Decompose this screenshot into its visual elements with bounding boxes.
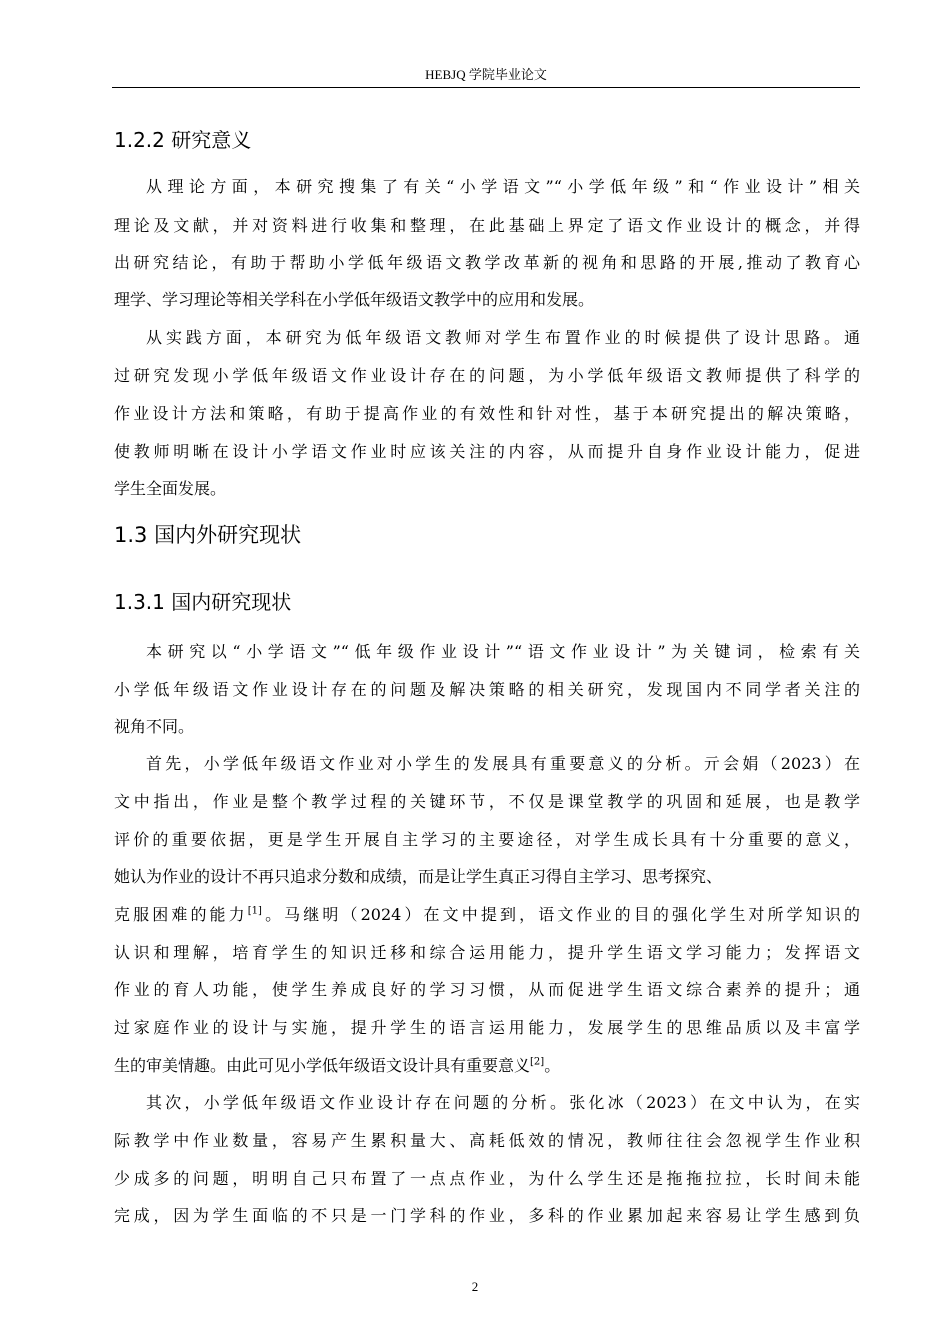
paragraph-line: 际教学中作业数量，容易产生累积量大、高耗低效的情况，教师往往会忽视学生作业积 xyxy=(114,1131,860,1150)
paragraph-line xyxy=(114,1054,860,1078)
citation-ref: [2] xyxy=(530,1056,545,1068)
paragraph-line: 小学低年级语文作业设计存在的问题及解决策略的相关研究，发现国内不同学者关注的 xyxy=(114,680,860,699)
line-text: 生的审美情趣。由此可见小学低年级语文设计具有重要意义 xyxy=(114,1056,531,1075)
paragraph-line: 过研究发现小学低年级语文作业设计存在的问题，为小学低年级语文教师提供了科学的 xyxy=(114,366,860,385)
paragraph-line xyxy=(114,903,860,927)
line-text: 。马继明（2024）在文中提到，语文作业的目的强化学生对所学知识的 xyxy=(261,905,860,924)
paragraph-line: 作业的育人功能，使学生养成良好的学习习惯，从而促进学生语文综合素养的提升；通 xyxy=(114,980,860,999)
paragraph-line: 她认为作业的设计不再只追求分数和成绩，而是让学生真正习得自主学习、思考探究、 xyxy=(114,867,723,886)
paragraph-line: 评价的重要依据，更是学生开展自主学习的主要途径，对学生成长具有十分重要的意义， xyxy=(114,830,860,849)
page-number: 2 xyxy=(471,1279,479,1294)
paragraph-line: 首先，小学低年级语文作业对小学生的发展具有重要意义的分析。亓会娟（2023）在 xyxy=(146,754,860,773)
section-heading-1-2-2: 1.2.2 研究意义 xyxy=(114,128,252,152)
paragraph-line: 少成多的问题，明明自己只布置了一点点作业，为什么学生还是拖拖拉拉，长时间未能 xyxy=(114,1169,860,1188)
paragraph-line: 出研究结论，有助于帮助小学低年级语文教学改革新的视角和思路的开展,推动了教育心 xyxy=(114,253,860,272)
paragraph-line: 从实践方面，本研究为低年级语文教师对学生布置作业的时候提供了设计思路。通 xyxy=(146,328,860,347)
paragraph-line: 理论及文献，并对资料进行收集和整理，在此基础上界定了语文作业设计的概念，并得 xyxy=(114,216,860,235)
paragraph-line: 本研究以“小学语文”“低年级作业设计”“语文作业设计”为关键词，检索有关 xyxy=(146,642,860,661)
paragraph-line: 作业设计方法和策略，有助于提高作业的有效性和针对性，基于本研究提出的解决策略， xyxy=(114,404,860,423)
paragraph-line: 完成，因为学生面临的不只是一门学科的作业，多科的作业累加起来容易让学生感到负 xyxy=(114,1206,860,1225)
paragraph-line: 使教师明晰在设计小学语文作业时应该关注的内容，从而提升自身作业设计能力，促进 xyxy=(114,442,860,461)
section-heading-1-3-1: 1.3.1 国内研究现状 xyxy=(114,590,292,614)
section-heading-1-3: 1.3 国内外研究现状 xyxy=(114,523,302,547)
paragraph-line: 学生全面发展。 xyxy=(114,479,227,498)
line-text: 。 xyxy=(544,1056,561,1075)
running-header: HEBJQ 学院毕业论文 xyxy=(425,67,547,82)
paragraph-line: 过家庭作业的设计与实施，提升学生的语言运用能力，发展学生的思维品质以及丰富学 xyxy=(114,1018,860,1037)
paragraph-line: 其次，小学低年级语文作业设计存在问题的分析。张化冰（2023）在文中认为，在实 xyxy=(146,1093,860,1112)
paragraph-line: 视角不同。 xyxy=(114,717,195,736)
citation-ref: [1] xyxy=(247,905,262,917)
header-rule xyxy=(112,87,860,88)
line-text: 克服困难的能力 xyxy=(114,905,248,924)
paragraph-line: 理学、学习理论等相关学科在小学低年级语文教学中的应用和发展。 xyxy=(114,290,595,309)
paragraph-line: 文中指出，作业是整个教学过程的关键环节，不仅是课堂教学的巩固和延展，也是教学 xyxy=(114,792,860,811)
paragraph-line: 认识和理解，培育学生的知识迁移和综合运用能力，提升学生语文学习能力；发挥语文 xyxy=(114,943,860,962)
paragraph-line: 从理论方面，本研究搜集了有关“小学语文”“小学低年级”和“作业设计”相关 xyxy=(146,177,860,196)
